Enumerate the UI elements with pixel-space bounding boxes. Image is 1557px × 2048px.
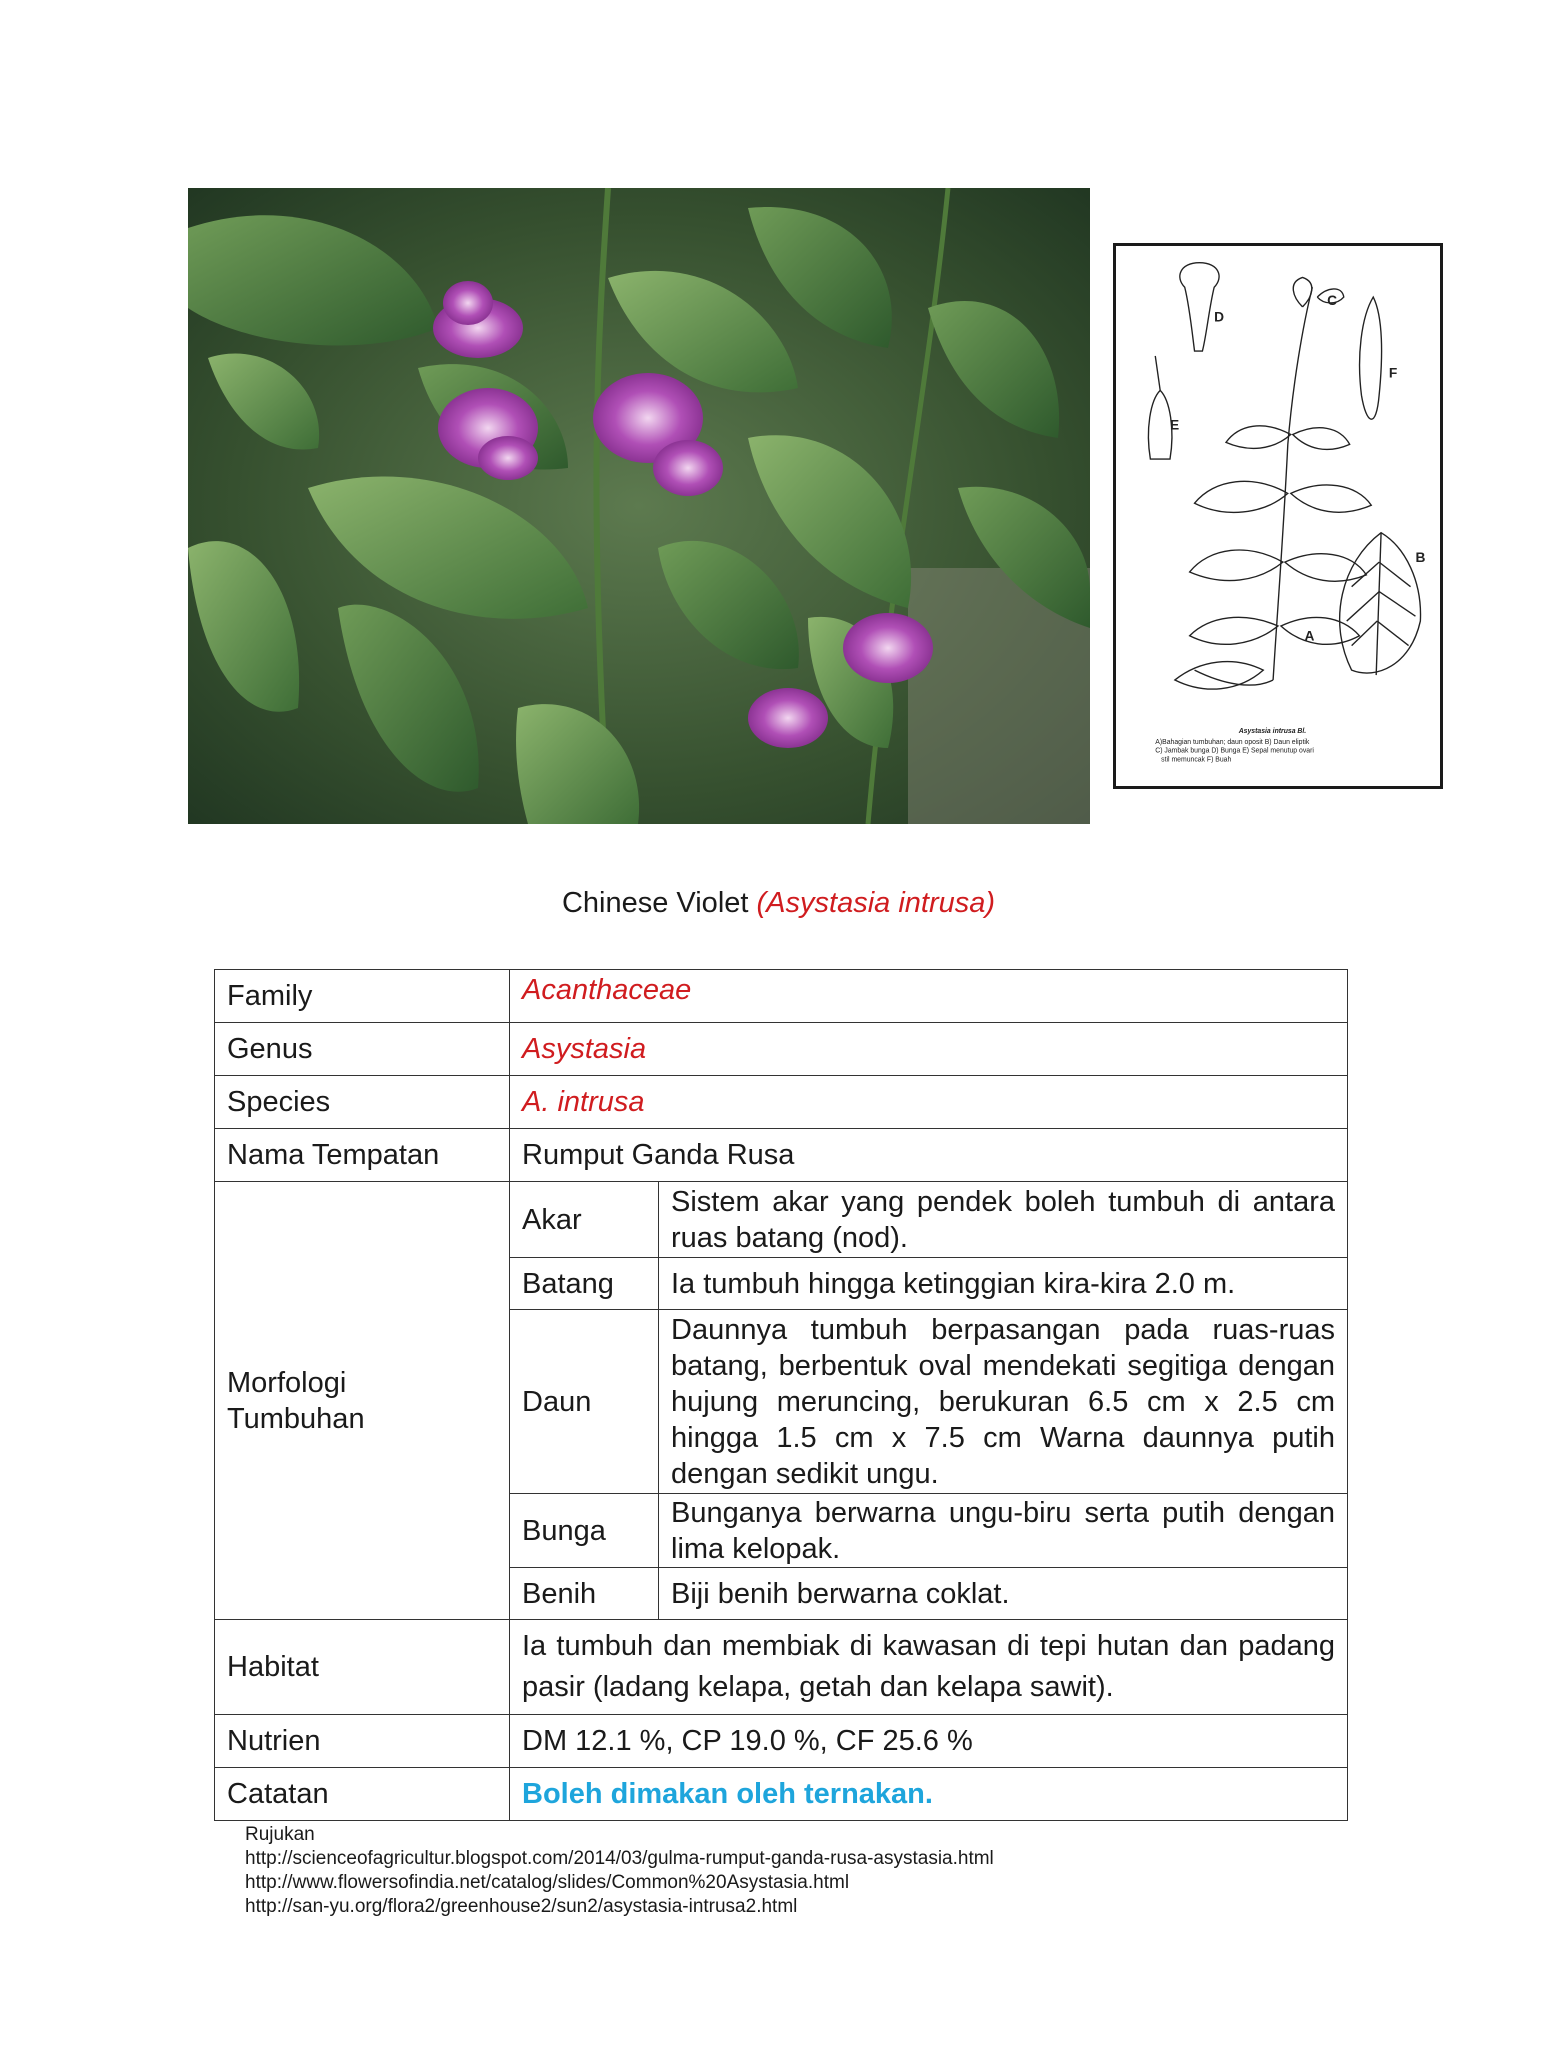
- habitat-label: Habitat: [215, 1620, 510, 1715]
- nutrient-value: DM 12.1 %, CP 19.0 %, CF 25.6 %: [510, 1715, 1348, 1768]
- morphology-label: [215, 1182, 510, 1620]
- morphology-desc-bunga: Bunganya berwarna ungu-biru serta putih dengan lima kelopak.: [659, 1494, 1348, 1568]
- morphology-desc-daun: Daunnya tumbuh berpasangan pada ruas-ruas batang, berbentuk oval mendekati segitiga dengan hujung meruncing, berukuran 6.5 cm x 2.5 cm hingga 1.5 cm x 7.5 cm Warna daunnya putih dengan sedikit ungu.: [659, 1310, 1348, 1494]
- plant-photo: [188, 188, 1090, 824]
- botanical-illustration: [1113, 243, 1443, 789]
- note-value: Boleh dimakan oleh ternakan.: [510, 1768, 1348, 1821]
- reference-link-3[interactable]: http://san-yu.org/flora2/greenhouse2/sun2/asystasia-intrusa2.html: [245, 1896, 798, 1917]
- drawing-label-a: A: [1304, 628, 1315, 644]
- reference-link-1[interactable]: http://scienceofagricultur.blogspot.com/2014/03/gulma-rumput-ganda-rusa-asystasia.html: [245, 1848, 994, 1869]
- drawing-label-e: E: [1170, 417, 1180, 433]
- figure-caption: [0, 887, 1557, 920]
- species-label: Species: [215, 1076, 510, 1129]
- family-label: Family: [215, 970, 510, 1023]
- drawing-legend-title: Asystasia intrusa Bl.: [1238, 727, 1307, 735]
- family-value: Acanthaceae: [510, 970, 1348, 1023]
- drawing-legend-line-2: C) Jambak bunga D) Bunga E) Sepal menutup ovari: [1155, 747, 1314, 755]
- caption-scientific-name: (Asystasia intrusa): [756, 887, 996, 919]
- drawing-label-b: B: [1415, 550, 1426, 566]
- morphology-part-bunga: Bunga: [510, 1494, 659, 1568]
- table-row-nutrient: [215, 1715, 1348, 1768]
- table-row-habitat: [215, 1620, 1348, 1715]
- species-value: A. intrusa: [510, 1076, 1348, 1129]
- morphology-part-daun: Daun: [510, 1310, 659, 1494]
- habitat-value: Ia tumbuh dan membiak di kawasan di tepi hutan dan padang pasir (ladang kelapa, getah dan kelapa sawit).: [510, 1620, 1348, 1715]
- table-row-morphology-akar: [215, 1182, 1348, 1258]
- drawing-label-f: F: [1388, 365, 1398, 381]
- note-label: Catatan: [215, 1768, 510, 1821]
- morphology-desc-akar: Sistem akar yang pendek boleh tumbuh di antara ruas batang (nod).: [659, 1182, 1348, 1258]
- table-row-genus: [215, 1023, 1348, 1076]
- drawing-legend-line-3: stil memuncak F) Buah: [1161, 756, 1232, 764]
- table-row-species: [215, 1076, 1348, 1129]
- drawing-legend-line-1: A)Bahagian tumbuhan; daun oposit B) Daun eliptik: [1155, 738, 1310, 746]
- table-row-note: [215, 1768, 1348, 1821]
- caption-common-name: Chinese Violet: [561, 887, 749, 919]
- local-name-label: Nama Tempatan: [215, 1129, 510, 1182]
- plant-info-table: [214, 969, 1348, 1821]
- genus-label: Genus: [215, 1023, 510, 1076]
- nutrient-label: Nutrien: [215, 1715, 510, 1768]
- references: [245, 1823, 994, 1919]
- morphology-label-line-1: Morfologi: [227, 1366, 347, 1399]
- morphology-label-line-2: Tumbuhan: [227, 1402, 365, 1435]
- drawing-label-c: C: [1327, 292, 1338, 308]
- morphology-part-batang: Batang: [510, 1258, 659, 1310]
- table-row-family: [215, 970, 1348, 1023]
- morphology-part-benih: Benih: [510, 1568, 659, 1620]
- morphology-part-akar: Akar: [510, 1182, 659, 1258]
- drawing-label-d: D: [1214, 309, 1225, 325]
- morphology-desc-batang: Ia tumbuh hingga ketinggian kira-kira 2.0 m.: [659, 1258, 1348, 1310]
- local-name-value: Rumput Ganda Rusa: [510, 1129, 1348, 1182]
- reference-link-2[interactable]: http://www.flowersofindia.net/catalog/slides/Common%20Asystasia.html: [245, 1872, 850, 1893]
- table-row-local-name: [215, 1129, 1348, 1182]
- morphology-desc-benih: Biji benih berwarna coklat.: [659, 1568, 1348, 1620]
- genus-value: Asystasia: [510, 1023, 1348, 1076]
- references-heading: Rujukan: [245, 1824, 315, 1845]
